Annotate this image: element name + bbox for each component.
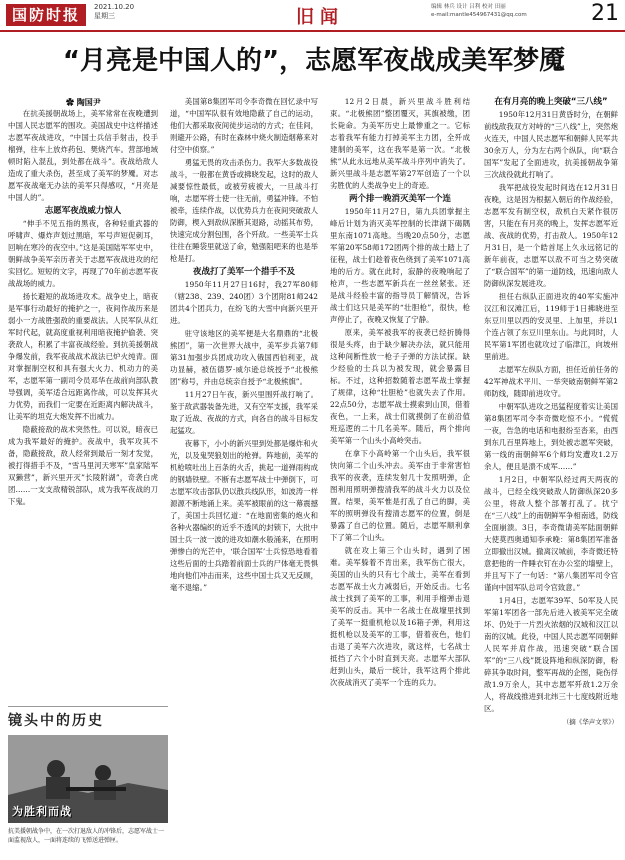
editor-credits: 编辑 林兵 设计 吕利 校对 田丽 [431,4,506,10]
newspaper-logo: 国防时报 [6,4,86,26]
article-headline: “月亮是中国人的”，志愿军夜战成美军梦魇 [62,46,566,76]
paragraph: 担任右纵队正面进攻的40军实施冲汉江和汉滩江后，119师于1日拂晓进至东豆川里以西的安灵里、上加里，并以1个连占领了东豆川里东山。与此同时，人民军第1军团也就攻过了临津江，向坡州里前进。 [484,292,618,361]
divider [8,706,168,707]
paragraph: 在抗美援朝战场上，美军常常在夜晚遭到中国人民志愿军的围攻。美国战史中这样描述志愿军夜战进攻，“中国士兵信手射击，投手榴弹，往车上放炸药包、樊烧汽车。营部地域顿时陷入混乱，到处都在战斗”。夜战给敌人造成了重大杀伤，甚至成了美军的梦魇。对志愿军夜战毫无办法的美军只得感叹，“月亮是中国人的”。 [8,109,158,202]
paragraph: 中朝军队进攻之迅猛程度着实让美国第8集团军司令李奇微吃惊不小。“慌慌一夜，告急的电话和电报纷至沓来，由西到东几百里阵地上，到处被志愿军突破，第一线的南朝鲜军6个师均发遭攻1.2万余人，便且是溃不成军……” [484,402,618,471]
article-column-1 [8,108,158,628]
paragraph: 12月2日晨，新兴里战斗胜利结束。“北极熊团”整团覆灭，其旗被缴，团长毙命。为美军历史上最惨重之一。它标志着我军有能力打掉美军主力团，全歼成建制的美军，这在我军是第一次。“北极熊”从此永远地从美军战斗序列中消失了。新兴里战斗是志愿军第27军创造了一个以劣胜优的人类战争史上的奇迹。 [330,97,470,190]
photo-title: 为胜利而战 [12,805,72,818]
paragraph: 1月4日，志愿军39军、50军及人民军第1军团各一部先后进入被美军完全破坏、仍处于一片烈火浓烟的汉城和汉江以南的汉城。此役，中国人民志愿军同朝鲜人民军并肩作战，迅速突破“联合国军”的“三八线”既设阵地和纵深防御，粉碎其争取时间，整军再战的企图，毙伤俘敌1.9万余人，其中志愿军歼敌1.2万余人，将战线推进到北纬三十七度线附近地区。 [484,596,618,713]
photo-column-tag: 镜头中的历史 [8,713,104,729]
page-number: 21 [591,1,619,26]
paragraph: 就在攻上第三个山头时，遇到了困难。美军躲着不肯出来，我军伤亡很大，美国的山头的只有七个战士，美军在看到志愿军战士火力减弱后，开始反击。七名战士找到了美军的工事，利用手榴弹击退美军的反击。其中一名战士在战壕里找到了美军一挺重机枪以及16箱子弹，利用这挺机枪以及美军的工事，借着夜色，他们击退了美军六次进攻，就这样，七名战士抵挡了六个小时直到天亮。志愿军大部队赶到山头，最后一统计，我军这两个排此次夜战消灭了美军一个连的兵力。 [330,546,470,687]
paragraph: 隐蔽接敌的战术突然性。可以说，暗夜已成为我军最好的掩护。夜战中，我军攻其不备，隐蔽接敌，敌人经常到最后一刻才发觉，被打得措手不及，“雪马里河天寒军”皇家陆军双獭营”，新兴里开灭”长陵附湖”，奇袭白虎团……一支支敌精锐部队，成为我军夜战的刀下鬼。 [8,425,158,506]
subheading: 在有月亮的晚上突破“三八线” [494,97,608,107]
article-column-3 [330,96,470,858]
paragraph: 原来，美军被我军的夜袭已经折腾得很是头疼，由于缺少解决办法，就只能用这种间断性放一枪子子弹的方法试探。缺少经验的士兵以为被发现，就会暴露目标。不过，这种招数随着志愿军战士掌握了规律，这种“壮胆枪”也就失去了作用。22点50分，志愿军战士摸索到山顶，借着夜色，一上来，战士们就摸倒了在前沿值班巡逻的二十几名美军。随后，两个排向美军第一个山头小高岭突击。 [330,328,470,445]
subheading: 两个排一晚消灭美军一个连 [348,194,451,204]
paragraph: 11月27日午夜，新兴里围歼战打响了。鉴于敌武器装备先进，又有空军支援，我军采取了近战、夜战的方式，向各自的战斗目标发起猛攻。 [170,390,318,435]
paragraph: 我军把战役发起时间选在12月31日夜晚，这是因为根据入朝后的作战经验，志愿军发有制空权，敌机白天紧作很厉害，只能在有月亮的晚上，发挥志愿军近战、夜战的优势，打击敌人。1950年12月31日，是一个皓首尾上久永远铭记的新年前夜，志愿军以敌不可当之势突破了“联合国军”的第一道防线，迅速向敌人防御纵深发展进攻。 [484,183,618,288]
byline: ✿ 陶国尹 [66,97,101,107]
paragraph: 1950年12月31日黄昏时分，在朝鲜前线敌我双方对峙的“三八线”上，突然炮火连天，中国人民志愿军和朝鲜人民军共30余万人，分为左右两个纵队，向“联合国军”发起了全面进攻，抗美援朝战争第三次战役就此打响了。 [484,110,618,179]
paragraph: 在拿下小高岭第一个山头后，我军很快向第二个山头冲去。美军由于非常害怕我军的夜袭，连续发射几十发照明弹，企图利用照明弹搜清我军的战斗火力以及位置。结果，美军惟是打乱了自己的脚，美军的照明弹没有搜清志愿军的位置，倒是暴露了自己的位置。随后，志愿军顺利拿下了第二个山头。 [330,449,470,542]
paragraph: 1950年11月27日，第九兵团掌握主峰后计划为消灭美军控制的长津湖下碣隅里东南1071高地。当晚20点50分，志愿军第20军58师172团两个排的战士踏上了征程，战士们趁着夜色绕到了美军1071高地的后方。就在此时，寂静的夜晚响起了枪声，一些志愿军新兵在一丝丝紧张。还是战斗经验丰富的指导员丁解情况，告诉战士们这只是美军的“壮胆枪”，很快，枪声停止了，夜晚又恢复了宁静。 [330,207,470,324]
author-name: 陶国尹 [76,97,101,107]
source-note: （摘《华声文萃》） [562,718,618,726]
article-column-4 [484,96,618,858]
article-column-2 [170,96,318,828]
paragraph: 驻守该地区的美军便是大名鼎鼎的“北极熊团”，第一次世界大战中，美军步兵第7师第31加强步兵团成功攻入俄国西伯利亚，战功显赫，被伍德罗·威尔逊总统授予“北极熊团”称号，并由总统亲自授予“北极熊旗”。 [170,329,318,386]
issue-date [94,3,134,21]
subheading: 夜战打了美军一个措手不及 [192,267,295,277]
photo-caption: 抗美援朝战争中，在一次打退敌人的冲锋后，志愿军战士一面监视敌人，一面将连续的飞弹送进弹匣。 [8,828,165,844]
paragraph: 夜幕下，小小的新兴里到处都是爆炸和火光，以及鬼哭狼划出的枪弹。阵地前，美军的机枪喷吐出上百条的火舌，挑起一道弹雨构成的钢墙铁壁。不断有志愿军战士中弹倒下，可志愿军攻击部队仍以散兵线队形，如波涛一样源源不断地涌上来。美军被眼前的这一幕震撼了，美国士兵回忆道：“在地面密集的炮火和各种火器编织的近乎不透风的封锁下，大批中国士兵一波一波的进攻如潮水般涌来，在照明弹惨白的光芒中，‘联合国军’士兵惊恐地看着这些后面的士兵踏着前面士兵的尸体毫无畏惧地向他们冲击而来，这些中国士兵又无反顾，毫不退缩。” [170,439,318,592]
masthead [0,0,625,32]
editorial-meta [431,3,591,19]
contact-email: e-mail:mantle454967431@qq.com [431,12,527,18]
paragraph: 1月2日，中朝军队经过两天两夜的战斗，已经全线突破敌人防御纵深20多公里，将敌人整个部署打乱了。扰宁在“三八线”上的南朝鲜军争相南逃，防线全面崩溃。3日，李奇微请美军陆面朝鲜大使莫西奥通知李承晚：第8集团军准备立即撤出汉城。撤离汉城前，李奇微还特意把他的一件睡衣钉在办公室的墙壁上，并且写下了一句话：“第八集团军司令官谨向中国军队总司令官致意。” [484,475,618,592]
paragraph: 1950年11月27日16时，我27军80师（辖238、239、240团）3个团附81师242团共4个团兵力，在纷飞的大雪中向新兴里开进。 [170,280,318,325]
section-title: 旧闻 [296,7,344,28]
weekday-value: 星期三 [94,12,115,20]
paragraph: 勇猛无畏的攻击杀伤力。我军大多数战役战斗，一般都在黄昏或拂晓发起，这时的敌人减要惊性最低，或被劳疲被大，一旦战斗打响，志愿军将士使一往无前，勇猛冲锋。不怕被牵，连续作战，以优势兵力在夜间突破敌人防御，楔入到敌纵深断其退路，动摇其布势，快速完成分割包围，各个歼敌。一些美军士兵往往在睡袋里就送了命，勉强阻吧来的也是举枪是打。 [170,158,318,263]
paragraph: 志愿军左纵队方面，担任近前任务的42军神战术平川、一举突破南朝鲜军第2师防线，随即前进攻守。 [484,365,618,398]
historical-photo [8,735,168,823]
date-value: 2021.10.20 [94,3,135,11]
paragraph: 美国第8集团军司令李奇微在回忆录中写道，“中国军队很有效地隐蔽了自己的运动，他们大都采取夜间徒步运动的方式；在佳间，则避开公路，有时在森林中烧火制造烟幕来对付空中侦察。” [170,97,318,154]
paragraph: “伸手不见五指的黑夜，各种轻重武器的呼啸声、爆炸声划过黑暗，军号声短促刺耳，回响在寒冷的夜空中。”这是美国陆军军史中，朝鲜战争美军亲历者关于志愿军夜战进攻的纪实回忆。短短的文字，再现了70年前志愿军夜战战场的威力。 [8,219,158,288]
paragraph: 扬长避短的战场进攻术。战争史上，暗夜是军事行动最好的掩护之一，夜间作战历来是弱小一方战胜强敌的重要战法。人民军队从红军时代起，就高度重视利用暗夜掩护偷袭、突袭敌人，积累了丰富夜战经验。到抗美援朝战争爆发前，我军夜战战术战法已炉火纯青。面对掌握制空权和具有强大火力、机动力的美军，志愿军第一副司令员邓华在战前向部队教导强调，美军适合远距离作战，可以发挥其火力优势，而我们一定要在近距离内解决战斗，让美军的坦克大炮发挥不出威力。 [8,292,158,421]
subheading: 志愿军夜战威力惊人 [44,206,122,216]
